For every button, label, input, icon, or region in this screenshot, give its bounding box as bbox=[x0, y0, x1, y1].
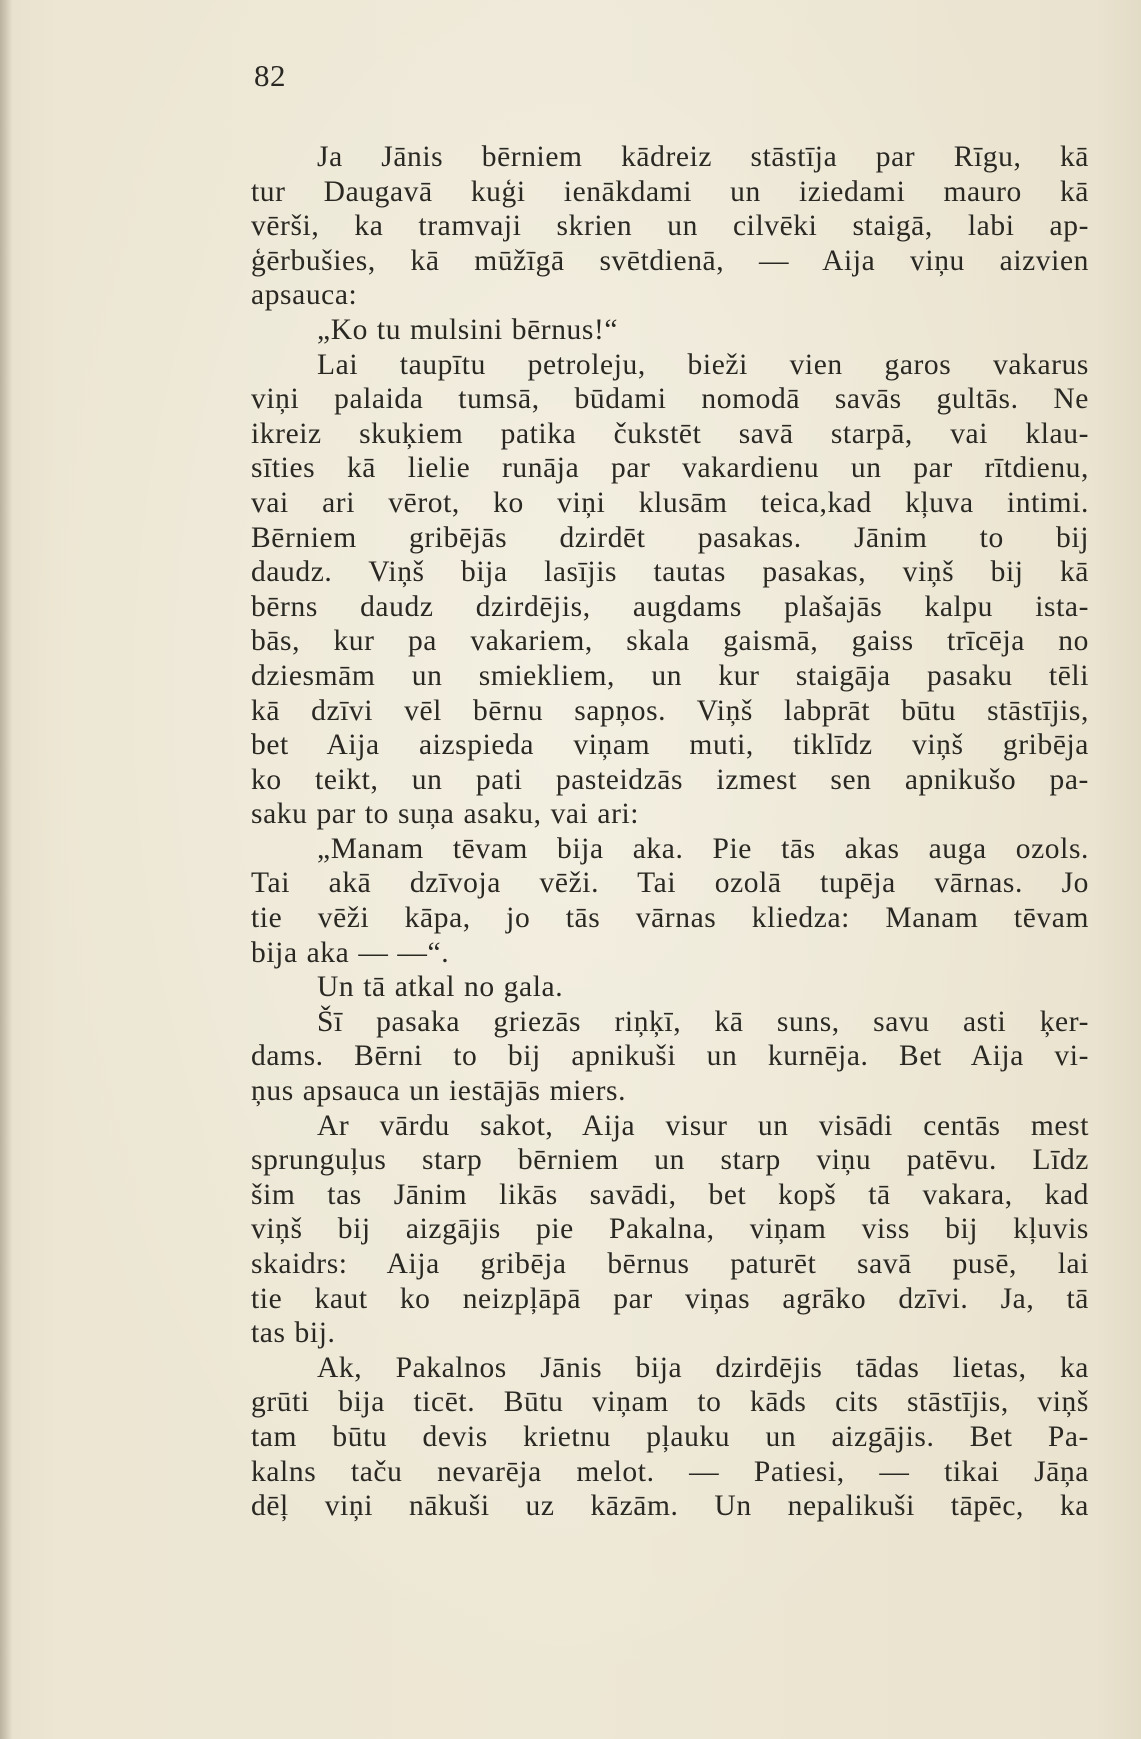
text-line: sīties kā lielie runāja par vakardienu un par rītdienu, bbox=[251, 452, 1089, 485]
text-line: grūti bija ticēt. Būtu viņam to kāds cits stāstījis, viņš bbox=[251, 1386, 1089, 1419]
text-line: bija aka — —“. bbox=[251, 936, 450, 969]
text-line: Bērniem gribējās dzirdēt pasakas. Jānim to bij bbox=[251, 521, 1089, 554]
text-line: Tai akā dzīvoja vēži. Tai ozolā tupēja vārnas. Jo bbox=[251, 867, 1089, 900]
text-line: Ak, Pakalnos Jānis bija dzirdējis tādas lietas, ka bbox=[317, 1351, 1089, 1384]
text-line: Un tā atkal no gala. bbox=[317, 971, 564, 1004]
text-line: ikreiz skuķiem patika čukstēt savā starpā, vai klau- bbox=[251, 417, 1089, 450]
text-line: tas bij. bbox=[251, 1317, 336, 1350]
text-line: ņus apsauca un iestājās miers. bbox=[251, 1075, 627, 1108]
text-line: tie kaut ko neizpļāpā par viņas agrāko dzīvi. Ja, tā bbox=[251, 1282, 1089, 1315]
text-line: apsauca: bbox=[251, 279, 358, 312]
text-line: viņš bij aizgājis pie Pakalna, viņam viss bij kļuvis bbox=[251, 1213, 1089, 1246]
text-line: ģērbušies, kā mūžīgā svētdienā, — Aija viņu aizvien bbox=[251, 244, 1089, 277]
text-line: viņi palaida tumsā, būdami nomodā savās gultās. Ne bbox=[251, 383, 1089, 416]
text-line: saku par to suņa asaku, vai ari: bbox=[251, 798, 640, 831]
text-line: šim tas Jānim likās savādi, bet kopš tā vakara, kad bbox=[251, 1178, 1089, 1211]
page-number: 82 bbox=[254, 58, 286, 93]
text-line: dēļ viņi nākuši uz kāzām. Un nepalikuši tāpēc, ka bbox=[251, 1490, 1089, 1523]
text-line: ko teikt, un pati pasteidzās izmest sen apnikušo pa- bbox=[251, 763, 1089, 796]
page-edge-shadow bbox=[0, 0, 12, 1739]
text-line: Ja Jānis bērniem kādreiz stāstīja par Rīgu, kā bbox=[317, 141, 1089, 173]
text-line: vai ari vērot, ko viņi klusām teica,kad kļuva intimi. bbox=[251, 486, 1089, 519]
text-line: „Manam tēvam bija aka. Pie tās akas auga ozols. bbox=[317, 832, 1089, 865]
text-line: tie vēži kāpa, jo tās vārnas kliedza: Manam tēvam bbox=[251, 902, 1089, 935]
text-line: Lai taupītu petroleju, bieži vien garos vakarus bbox=[317, 348, 1089, 381]
text-line: „Ko tu mulsini bērnus!“ bbox=[317, 313, 619, 346]
text-line: bet Aija aizspieda viņam muti, tiklīdz viņš gribēja bbox=[251, 729, 1089, 762]
text-line: vērši, ka tramvaji skrien un cilvēki staigā, labi ap- bbox=[251, 210, 1089, 243]
text-line: tur Daugavā kuģi ienākdami un iziedami mauro kā bbox=[251, 175, 1089, 208]
text-line: kalns taču nevarēja melot. — Patiesi, — tikai Jāņa bbox=[251, 1455, 1089, 1488]
text-line: dziesmām un smiekliem, un kur staigāja pasaku tēli bbox=[251, 659, 1089, 692]
text-line: skaidrs: Aija gribēja bērnus paturēt savā pusē, lai bbox=[251, 1248, 1089, 1280]
text-line: bērns daudz dzirdējis, augdams plašajās kalpu ista- bbox=[251, 590, 1089, 623]
text-line: daudz. Viņš bija lasījis tautas pasakas, viņš bij kā bbox=[251, 556, 1089, 589]
text-line: Ar vārdu sakot, Aija visur un visādi centās mest bbox=[317, 1109, 1089, 1142]
text-line: kā dzīvi vēl bērnu sapņos. Viņš labprāt būtu stāstījis, bbox=[251, 694, 1089, 727]
text-line: sprunguļus starp bērniem un starp viņu patēvu. Līdz bbox=[251, 1144, 1089, 1177]
body-text bbox=[251, 140, 1089, 1524]
text-line: dams. Bērni to bij apnikuši un kurnēja. Bet Aija vi- bbox=[251, 1040, 1089, 1073]
text-line: bās, kur pa vakariem, skala gaismā, gaiss trīcēja no bbox=[251, 625, 1089, 658]
text-line: tam būtu devis krietnu pļauku un aizgājis. Bet Pa- bbox=[251, 1420, 1089, 1453]
text-line: Šī pasaka griezās riņķī, kā suns, savu asti ķer- bbox=[317, 1005, 1089, 1038]
